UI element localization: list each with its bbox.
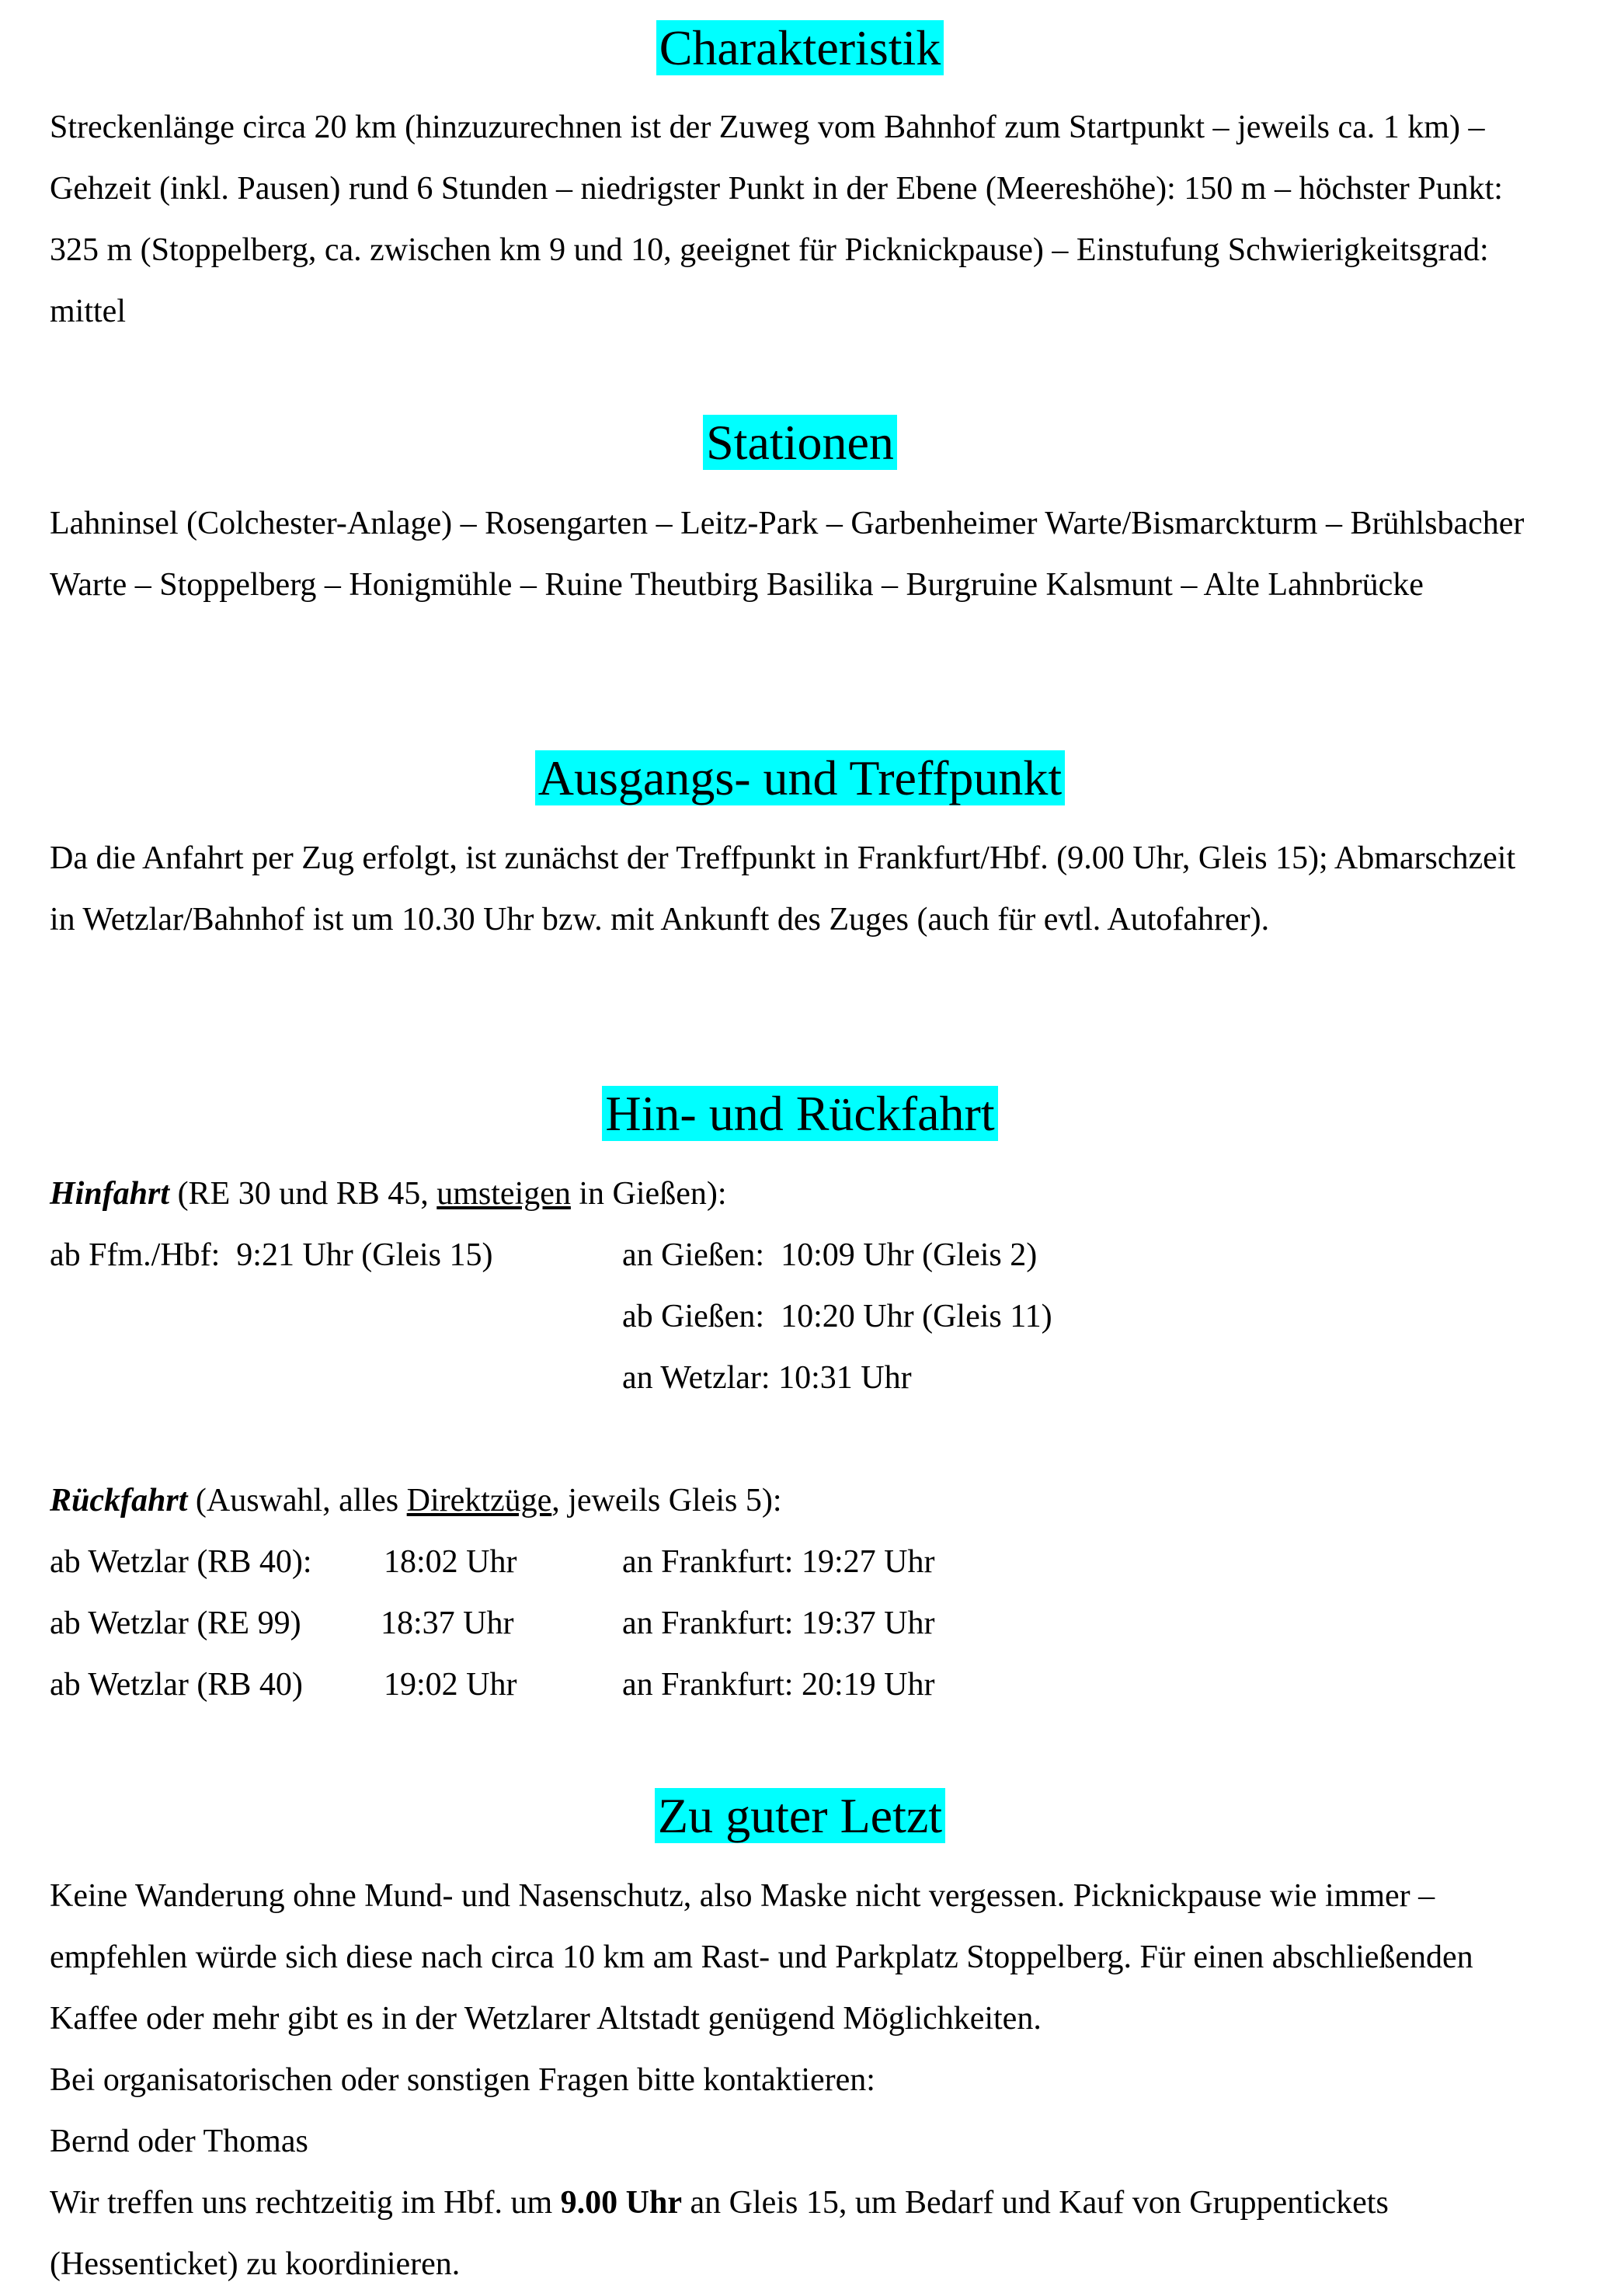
heading-treffpunkt: Ausgangs- und Treffpunkt xyxy=(0,747,1600,809)
final-note: Wir treffen uns rechtzeitig im Hbf. um 9.00 Uhr an Gleis 15, um Bedarf und Kauf von Gruppentickets (Hessenticket) zu koordinieren. xyxy=(50,2185,1389,2282)
contact-names: Bernd oder Thomas xyxy=(50,2124,308,2159)
rueckfahrt-train: ab Wetzlar (RE 99) xyxy=(50,1605,301,1641)
heading-charakteristik: Charakteristik xyxy=(0,17,1600,79)
rueckfahrt-arrival: an Frankfurt: 19:27 Uhr xyxy=(622,1544,935,1580)
hinfahrt-stop: an Gießen: 10:09 Uhr (Gleis 2) xyxy=(622,1237,1038,1273)
rueckfahrt-time: 18:02 Uhr xyxy=(384,1544,517,1580)
hinfahrt-stop: an Wetzlar: 10:31 Uhr xyxy=(622,1360,912,1396)
rueckfahrt-train: ab Wetzlar (RB 40): xyxy=(50,1544,312,1580)
rueckfahrt-time: 19:02 Uhr xyxy=(384,1667,517,1703)
hinfahrt-stop: ab Gießen: 10:20 Uhr (Gleis 11) xyxy=(622,1299,1052,1334)
hinfahrt-departure: ab Ffm./Hbf: 9:21 Uhr (Gleis 15) xyxy=(50,1237,493,1273)
letzt-text: Keine Wanderung ohne Mund- und Nasenschutz, also Maske nicht vergessen. Picknickpause wie immer – empfehlen würde sich diese nach circa 10 km am Rast- und Parkplatz Stoppelberg. Für einen abschließenden Kaffee oder mehr gibt es in der Wetzlarer Altstadt genügend Möglichkeiten. xyxy=(50,1878,1473,2037)
hinfahrt-label: Hinfahrt xyxy=(50,1176,170,1212)
rueckfahrt-label: Rückfahrt xyxy=(50,1483,188,1518)
stationen-text: Lahninsel (Colchester-Anlage) – Rosengarten – Leitz-Park – Garbenheimer Warte/Bismarckturm – Brühlsbacher Warte – Stoppelberg – Honigmühle – Ruine Theutbirg Basilika – Burgruine Kalsmunt – Alte Lahnbrücke xyxy=(50,506,1525,603)
charakteristik-text: Streckenlänge circa 20 km (hinzuzurechnen ist der Zuweg vom Bahnhof zum Startpunkt – jeweils ca. 1 km) – Gehzeit (inkl. Pausen) rund 6 Stunden – niedrigster Punkt in der Ebene (Meereshöhe): 150 m – höchster Punkt: 325 m (Stoppelberg, ca. zwischen km 9 und 10, geeignet für Picknickpause) – Einstufung Schwierigkeitsgrad: mittel xyxy=(50,110,1503,329)
heading-letzt: Zu guter Letzt xyxy=(0,1785,1600,1847)
contact-prompt: Bei organisatorischen oder sonstigen Fragen bitte kontaktieren: xyxy=(50,2062,875,2098)
rueckfahrt-arrival: an Frankfurt: 19:37 Uhr xyxy=(622,1605,935,1641)
letzt-block xyxy=(50,1866,1525,2295)
hinfahrt-intro: Hinfahrt (RE 30 und RB 45, umsteigen in Gießen): xyxy=(50,1176,727,1212)
heading-stationen: Stationen xyxy=(0,412,1600,474)
treffpunkt-text: Da die Anfahrt per Zug erfolgt, ist zunächst der Treffpunkt in Frankfurt/Hbf. (9.00 Uhr, Gleis 15); Abmarschzeit in Wetzlar/Bahnhof ist um 10.30 Uhr bzw. mit Ankunft des Zuges (auch für evtl. Autofahrer). xyxy=(50,840,1516,938)
heading-fahrt: Hin- und Rückfahrt xyxy=(0,1083,1600,1145)
rueckfahrt-train: ab Wetzlar (RB 40) xyxy=(50,1667,303,1703)
rueckfahrt-arrival: an Frankfurt: 20:19 Uhr xyxy=(622,1667,935,1703)
rueckfahrt-time: 18:37 Uhr xyxy=(381,1605,514,1641)
rueckfahrt-intro: Rückfahrt (Auswahl, alles Direktzüge, jeweils Gleis 5): xyxy=(50,1483,782,1518)
